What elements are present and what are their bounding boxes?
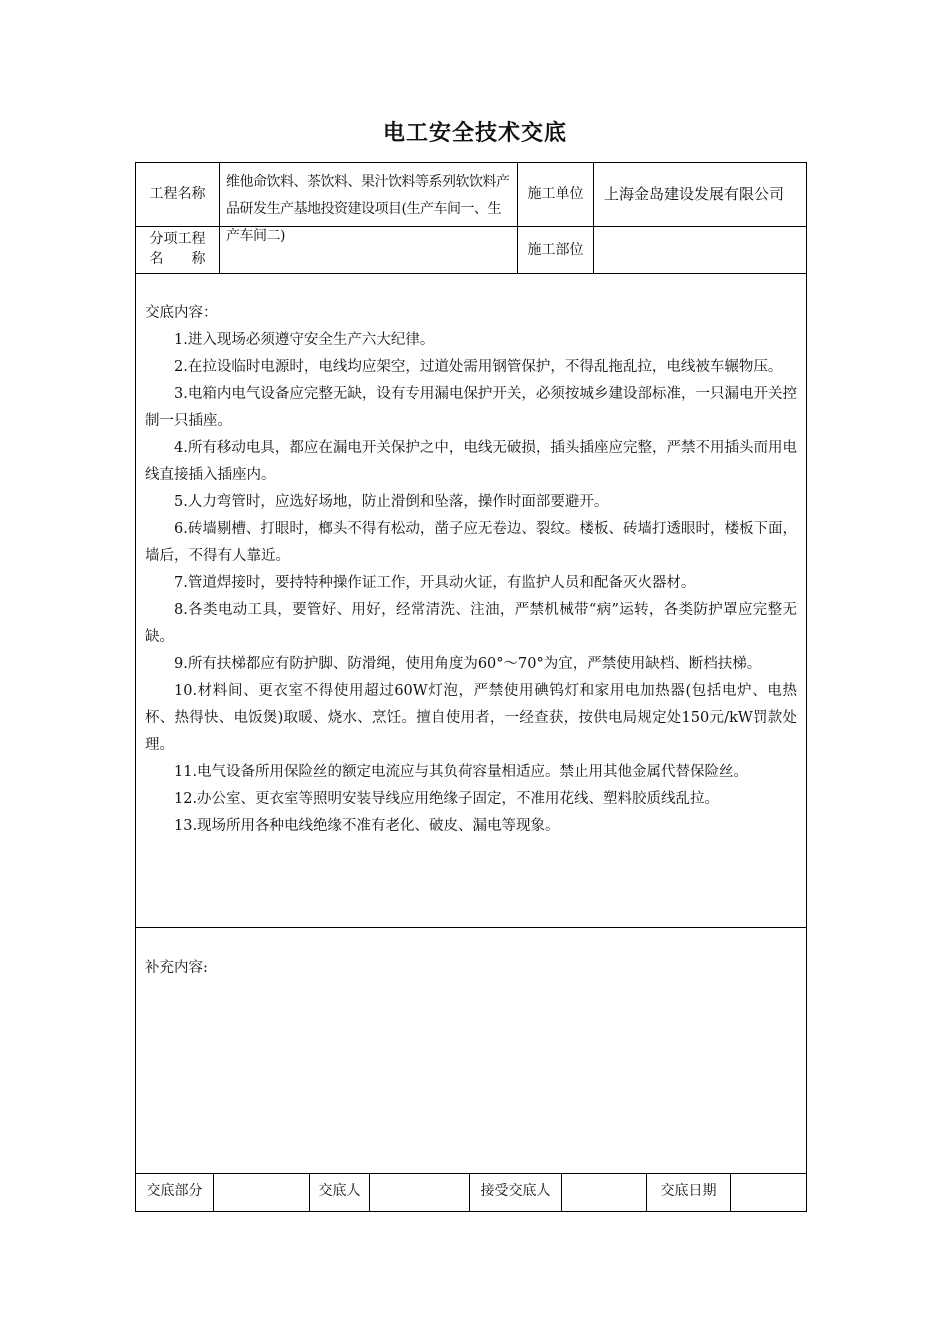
content-item: 7.管道焊接时，要持特种操作证工作，开具动火证，有监护人员和配备灭火器材。 [174,575,696,591]
col-divider [369,1173,370,1212]
document-title: 电工安全技术交底 [382,121,567,146]
content-item: 11.电气设备所用保险丝的额定电流应与其负荷容量相适应。禁止用其他金属代替保险丝。 [174,764,749,780]
supplement-text[interactable] [145,985,797,1165]
project-name-value: 维他命饮料、茶饮料、果汁饮料等系列软饮料产品研发生产基地投资建设项目(生产车间一、生产车间二) [226,174,510,244]
content-item: 3.电箱内电气设备应完整无缺，设有专用漏电保护开关，必须按城乡建设部标准，一只漏电开关控制一只插座。 [145,386,797,429]
subproject-label-line1: 分项工程 [149,231,206,247]
content-item: 6.砖墙剔槽、打眼时，榔头不得有松动，凿子应无卷边、裂纹。楼板、砖墙打透眼时，楼板下面，墙后，不得有人靠近。 [145,521,797,564]
subproject-label [136,229,219,269]
content-heading: 交底内容： [145,305,218,321]
col-divider [730,1173,731,1212]
section-label: 交底部分 [146,1183,203,1199]
content-item: 10.材料间、更衣室不得使用超过60W灯泡，严禁使用碘钨灯和家用电加热器(包括电炉、电热杯、热得快、电饭煲)取暖、烧水、烹饪。擅自使用者，一经查获，按供电局规定处150元/kW罚款处理。 [145,683,797,753]
subproject-label-line2: 名 称 [149,251,206,267]
discloser-label: 交底人 [318,1183,361,1199]
content-item: 1.进入现场必须遵守安全生产六大纪律。 [174,332,435,348]
content-item: 5.人力弯管时，应选好场地，防止滑倒和坠落，操作时面部要避开。 [174,494,609,510]
disclosure-content [145,300,797,840]
supplement-heading: 补充内容: [145,960,208,976]
contractor-value: 上海金岛建设发展有限公司 [604,185,785,203]
content-item: 13.现场所用各种电线绝缘不准有老化、破皮、漏电等现象。 [174,818,560,834]
col-divider [593,162,594,273]
row-divider [135,273,807,274]
content-item: 8.各类电动工具，要管好、用好，经常清洗、注油，严禁机械带“病”运转，各类防护罩应完整无缺。 [145,602,797,645]
receiver-label: 接受交底人 [480,1183,551,1199]
row-divider [135,927,807,928]
date-label: 交底日期 [660,1183,717,1199]
project-name-label: 工程名称 [149,186,206,202]
location-label: 施工部位 [527,242,584,258]
col-divider [219,162,220,273]
contractor-label: 施工单位 [527,186,584,202]
col-divider [213,1173,214,1212]
content-item: 12.办公室、更衣室等照明安装导线应用绝缘子固定，不准用花线、塑料胶质线乱拉。 [174,791,720,807]
row-divider [135,1173,807,1174]
content-item: 9.所有扶梯都应有防护脚、防滑绳，使用角度为60°～70°为宜，严禁使用缺档、断档扶梯。 [174,656,762,672]
content-item: 4.所有移动电具，都应在漏电开关保护之中，电线无破损，插头插座应完整，严禁不用插头而用电线直接插入插座内。 [145,440,797,483]
content-item: 2.在拉设临时电源时，电线均应架空，过道处需用钢管保护，不得乱拖乱拉，电线被车辗物压。 [174,359,783,375]
col-divider [561,1173,562,1212]
